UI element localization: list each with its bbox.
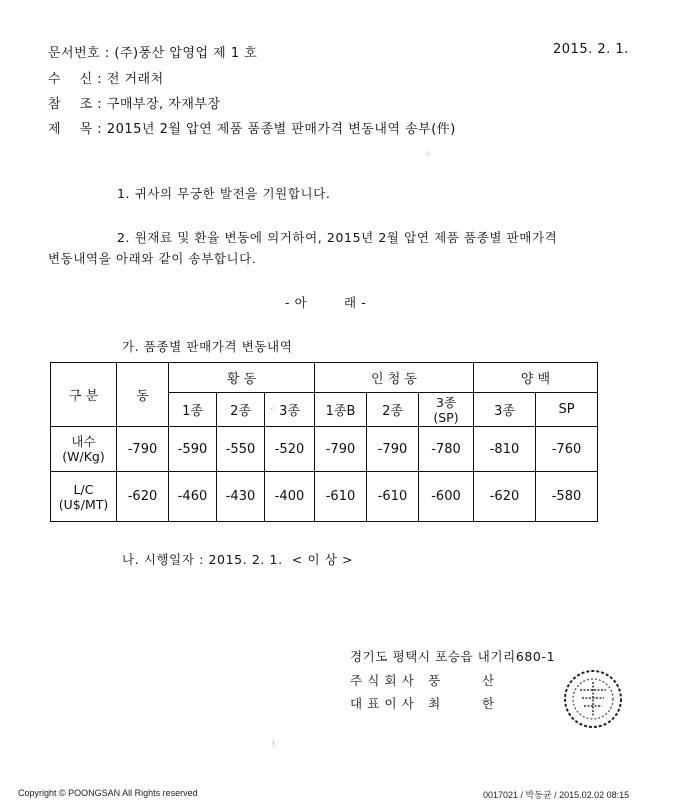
recipient-line — [48, 68, 164, 87]
row-label-line-2: (U$/MT) — [58, 496, 109, 512]
scan-speck: ⁖ — [270, 405, 276, 415]
table-cell: -810 — [474, 427, 536, 472]
table-cell: -790 — [315, 427, 367, 472]
row-label-line-2: (W/Kg) — [62, 449, 105, 464]
recipient: 전 거래처 — [106, 72, 164, 87]
table-cell: -760 — [536, 427, 598, 472]
subheader-cell: SP — [536, 393, 598, 427]
table-cell: -520 — [265, 427, 315, 472]
table-cell: -460 — [169, 472, 217, 522]
doc-number-line — [48, 42, 257, 61]
paragraph-1: 1. 귀사의 무궁한 발전을 기원합니다. — [117, 186, 331, 201]
table-cell: -620 — [117, 472, 169, 522]
sender-address: 경기도 평택시 포승읍 내기리680-1 — [350, 649, 556, 664]
sender-company: 주 식 회 사 풍 산 — [350, 673, 495, 688]
table-cell: -430 — [217, 472, 265, 522]
subheader-cell: 2종 — [367, 393, 419, 427]
corner-header: 구 분 — [51, 363, 117, 427]
paragraph-2-line-2: 변동내역을 아래와 같이 송부합니다. — [48, 251, 257, 266]
table-cell: -610 — [367, 472, 419, 522]
reference-line — [48, 93, 221, 112]
table-cell: -400 — [265, 472, 315, 522]
subject-line — [48, 118, 456, 137]
subheader-cell: 3종 — [265, 393, 315, 427]
brass-header: 황 동 — [169, 363, 315, 393]
table-cell: -600 — [419, 472, 474, 522]
subheader-cell: 3종 (SP) — [419, 393, 474, 427]
phosphor-bronze-header: 인 청 동 — [315, 363, 474, 393]
scan-speck: ⁝ — [272, 740, 275, 750]
subheader-cell: 3종 — [474, 393, 536, 427]
row-label — [51, 427, 117, 472]
copper-header: 동 — [117, 363, 169, 427]
reference: 구매부장, 자재부장 — [106, 97, 221, 112]
row-label-line-1: L/C — [73, 481, 94, 497]
paragraph-2-line-1: 2. 원재료 및 환율 변동에 의거하여, 2015년 2월 압연 제품 품종별 판매가격 — [117, 230, 558, 245]
recipient-label: 수 신 : — [48, 72, 103, 87]
subject-label: 제 목 : — [48, 122, 103, 137]
scan-speck: ⁘ — [424, 150, 432, 160]
subject: 2015년 2월 압연 제품 품종별 판매가격 변동내역 송부(件) — [106, 122, 456, 137]
price-change-table — [50, 362, 598, 522]
sender-ceo: 대 표 이 사 최 한 — [350, 696, 495, 711]
doc-number-label: 문서번호 : — [48, 46, 110, 61]
subheader-cell: 1종B — [315, 393, 367, 427]
section-b-line: 나. 시행일자 : 2015. 2. 1. < 이 상 > — [122, 552, 354, 567]
below-heading: - 아 래 - — [285, 295, 367, 310]
print-stamp-footer: 0017021 / 박동균 / 2015.02.02 08:15 — [483, 790, 630, 800]
subheader-cell: 2종 — [217, 393, 265, 427]
table-cell: -790 — [367, 427, 419, 472]
copyright-footer: Copyright © POONGSAN All Rights reserved — [18, 788, 198, 798]
table-cell: -550 — [217, 427, 265, 472]
table-cell: -610 — [315, 472, 367, 522]
nickel-silver-header: 양 백 — [474, 363, 598, 393]
table-cell: -620 — [474, 472, 536, 522]
company-seal-icon — [562, 668, 624, 730]
doc-date: 2015. 2. 1. — [553, 42, 629, 57]
section-a-heading: 가. 품종별 판매가격 변동내역 — [122, 339, 293, 354]
reference-label: 참 조 : — [48, 97, 103, 112]
table-row — [51, 427, 598, 472]
row-label — [51, 472, 117, 522]
subheader-cell: 1종 — [169, 393, 217, 427]
table-cell: -780 — [419, 427, 474, 472]
table-cell: -590 — [169, 427, 217, 472]
row-label-line-1: 내수 — [71, 434, 96, 449]
doc-number: (주)풍산 압영업 제 1 호 — [114, 46, 258, 61]
table-row — [51, 472, 598, 522]
table-cell: -790 — [117, 427, 169, 472]
table-cell: -580 — [536, 472, 598, 522]
